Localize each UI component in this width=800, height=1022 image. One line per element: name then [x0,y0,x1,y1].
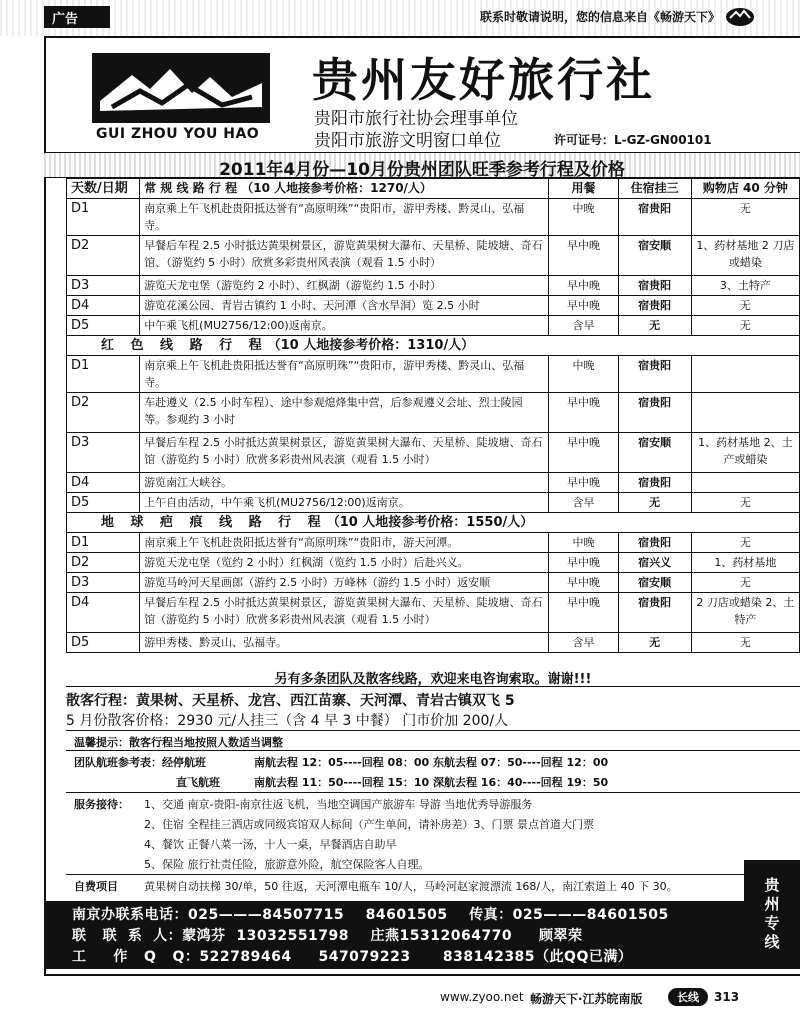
contact-qq: 工 作 Q Q：522789464 547079223 838142385（此QQ已满） [72,949,633,965]
cell-hotel: 宿安顺 [618,433,691,473]
cell-desc: 游览天龙屯堡（览约 2 小时）红枫湖（览约 1.5 小时）后赴兴义。 [140,553,549,573]
cell-desc: 早餐后车程 2.5 小时抵达黄果树景区，游览黄果树大瀑布、天星桥、陡坡塘、奇石馆（游览约 5 小时）欣赏多彩贵州风表演（观看 1.5 小时） [140,593,549,633]
flights-label: 团队航班参考表：经停航班 [74,756,206,769]
cell-meal: 早中晚 [549,296,618,316]
side-tab: 贵州专线 [744,860,800,969]
table-row [67,236,800,276]
cell-day: D1 [67,533,140,553]
warm-tip: 温馨提示：散客行程当地按照人数适当调整 [74,736,283,749]
cell-meal: 早中晚 [549,593,618,633]
table-row [67,493,800,513]
license-number: 许可证号：L-GZ-GN00101 [554,133,712,147]
table-row [67,296,800,316]
cell-day: D3 [67,276,140,296]
header-hotel: 住宿挂三 [618,179,691,199]
cell-day: D5 [67,633,140,653]
header-shop: 购物店 40 分钟 [691,179,799,199]
company-logo-icon [92,53,270,123]
cell-hotel: 宿贵阳 [618,533,691,553]
table-row [67,393,800,433]
promo-line-1: 另有多条团队及散客线路，欢迎来电咨询索取。谢谢!!! [274,672,592,687]
subtitle-1: 贵阳市旅行社协会理事单位 [314,109,518,129]
divider [66,730,800,731]
cell-shop: 无 [691,573,799,593]
cell-desc: 游览天龙屯堡（游览约 2 小时）、红枫湖（游览约 1.5 小时） [140,276,549,296]
cell-hotel: 宿贵阳 [618,593,691,633]
cell-desc: 南京乘上午飞机赴贵阳抵达誉有“高原明珠”“贵阳市，游甲秀楼、黔灵山、弘福寺。 [140,199,549,236]
cell-desc: 早餐后车程 2.5 小时抵达黄果树景区，游览黄果树大瀑布、天星桥、陡坡塘、奇石馆、（游览约 5 小时）欣赏多彩贵州风表演（观看 1.5 小时） [140,236,549,276]
cell-hotel: 宿贵阳 [618,199,691,236]
cell-meal: 早中晚 [549,473,618,493]
table-row [67,553,800,573]
divider [66,874,800,875]
cell-meal: 早中晚 [549,573,618,593]
cell-shop [691,356,799,393]
cell-hotel: 无 [618,633,691,653]
contact-phone: 南京办联系电话：025———84507715 84601505 传真：025———84601505 [72,907,669,923]
cell-hotel: 宿兴义 [618,553,691,573]
top-note: 联系时敬请说明，您的信息来自《畅游天下》 [479,10,720,24]
cell-shop: 无 [691,316,799,336]
logo-text: GUI ZHOU YOU HAO [96,126,260,142]
cell-shop: 2 刀店或蜡染 2、土特产 [691,593,799,633]
cell-hotel: 宿贵阳 [618,356,691,393]
table-row [67,356,800,393]
cell-meal: 早中晚 [549,553,618,573]
cell-hotel: 无 [618,316,691,336]
cell-shop [691,393,799,433]
service-item: 5、保险 旅行社责任险，旅游意外险，航空保险客人自理。 [144,858,430,871]
route-section-header [67,336,800,356]
cell-hotel: 宿贵阳 [618,393,691,433]
cell-shop: 1、药材基地 2、土产或蜡染 [691,433,799,473]
cell-day: D1 [67,356,140,393]
cell-day: D5 [67,493,140,513]
cell-shop: 1、药材基地 [691,553,799,573]
promo-line-2: 散客行程：黄果树、天星桥、龙宫、西江苗寨、天河潭、青岩古镇双飞 5 [66,693,515,709]
cell-day: D2 [67,553,140,573]
table-row [67,473,800,493]
route-section-header [67,513,800,533]
cell-meal: 早中晚 [549,393,618,433]
cell-meal: 含早 [549,633,618,653]
footer-brand: 畅游天下·江苏皖南版 [530,992,643,1006]
cell-meal: 含早 [549,493,618,513]
company-name: 贵州友好旅行社 [312,53,655,107]
cell-desc: 游览南江大峡谷。 [140,473,549,493]
cell-shop: 3、土特产 [691,276,799,296]
cell-shop: 1、药材基地 2 刀店或蜡染 [691,236,799,276]
cell-desc: 早餐后车程 2.5 小时抵达黄果树景区，游览黄果树大瀑布、天星桥、陡坡塘、奇石馆（游览约 5 小时）欣赏多彩贵州风表演（观看 1.5 小时） [140,433,549,473]
table-header [67,179,800,199]
divider [66,686,800,687]
table-row [67,633,800,653]
cell-hotel: 宿贵阳 [618,276,691,296]
cell-meal: 早中晚 [549,236,618,276]
cell-hotel: 宿安顺 [618,573,691,593]
header-route-price: （10 人地接参考价格：1270/人） [241,181,432,195]
flights-row-2: 南航去程 11：50----回程 15：10 深航去程 16：40----回程 19：50 [254,776,609,789]
cell-day: D4 [67,593,140,633]
divider [66,792,800,793]
table-row [67,276,800,296]
cell-meal: 早中晚 [549,433,618,473]
cell-meal: 中晚 [549,356,618,393]
route-price: （10 人地接参考价格：1550/人） [326,515,534,530]
contact-bar [44,901,744,969]
cell-shop: 无 [691,493,799,513]
cell-day: D1 [67,199,140,236]
header-meal: 用餐 [549,179,618,199]
cell-desc: 中午乘飞机(MU2756/12:00)返南京。 [140,316,549,336]
table-row [67,533,800,553]
cell-shop: 无 [691,296,799,316]
page-number: 313 [714,990,740,1004]
table-row [67,573,800,593]
table-row [67,593,800,633]
cell-meal: 中晚 [549,199,618,236]
service-item: 1、交通 南京-贵阳-南京往返飞机，当地空调国产旅游车 导游 当地优秀导游服务 [144,798,533,811]
divider [66,750,800,751]
cell-hotel: 宿贵阳 [618,473,691,493]
cell-shop: 无 [691,533,799,553]
flights-label-2: 直飞航班 [176,776,220,789]
route-price: （10 人地接参考价格：1310/人） [267,338,475,353]
footer-url[interactable]: www.zyoo.net [440,990,524,1004]
cell-day: D5 [67,316,140,336]
cell-desc: 南京乘上午飞机赴贵阳抵达誉有“高原明珠”“贵阳市，游天河潭。 [140,533,549,553]
cell-hotel: 宿贵阳 [618,296,691,316]
cell-desc: 游览马岭河天星画郎（游约 2.5 小时）万峰林（游约 1.5 小时）返安顺 [140,573,549,593]
cell-desc: 车赴遵义（2.5 小时车程）、途中参观熄烽集中营，后参观遵义会址、烈士陵园等。参观约 3 小时 [140,393,549,433]
magazine-logo-icon [724,4,756,30]
header-day: 天数/日期 [67,179,140,199]
subtitle-2: 贵阳市旅游文明窗口单位 [314,131,501,151]
cell-hotel: 宿安顺 [618,236,691,276]
header-route [140,179,549,199]
cell-desc: 上午自由活动，中午乘飞机(MU2756/12:00)返南京。 [140,493,549,513]
itinerary-table [66,178,800,653]
cell-day: D4 [67,473,140,493]
title-bar [44,152,800,178]
route-name: 地 球 疤 痕 线 路 行 程 [101,515,327,530]
service-item: 4、餐饮 正餐八菜一汤，十人一桌，早餐酒店自助早 [144,838,397,851]
footer-tag: 长线 [668,988,708,1006]
route-section-cell [67,336,800,356]
contact-person: 联 联 系 人：蒙鸿芬 13032551798 庄燕15312064770 顾翠荣 [72,928,583,944]
cell-day: D2 [67,393,140,433]
table-row [67,199,800,236]
self-paid-text: 黄果树自动扶梯 30/单，50 往返，天河潭电瓶车 10/人，马岭河赵家渡漂流 168/人，南江索道上 40 下 30。 [144,880,678,893]
route-section-cell [67,513,800,533]
cell-day: D3 [67,573,140,593]
cell-meal: 含早 [549,316,618,336]
cell-desc: 游甲秀楼、黔灵山、弘福寺。 [140,633,549,653]
services-label: 服务接待： [74,798,129,811]
cell-shop: 无 [691,633,799,653]
flights-row-1: 南航去程 12：05----回程 08：00 东航去程 07：50----回程 12：00 [254,756,609,769]
promo-line-3: 5 月份散客价格：2930 元/人挂三（含 4 早 3 中餐） 门市价加 200/人 [66,713,509,729]
cell-day: D4 [67,296,140,316]
cell-desc: 游览花溪公园、青岩古镇约 1 小时、天河潭（含水旱洞）览 2.5 小时 [140,296,549,316]
cell-shop [691,473,799,493]
cell-hotel: 无 [618,493,691,513]
table-row [67,433,800,473]
cell-shop: 无 [691,199,799,236]
cell-day: D3 [67,433,140,473]
page-title: 2011年4月份—10月份贵州团队旺季参考行程及价格 [219,160,625,180]
route-name: 红 色 线 路 行 程 [101,338,268,353]
cell-desc: 南京乘上午飞机赴贵阳抵达誉有“高原明珠”“贵阳市，游甲秀楼、黔灵山、弘福寺。 [140,356,549,393]
cell-day: D2 [67,236,140,276]
table-row [67,316,800,336]
header-route-name: 常 规 线 路 行 程 [144,181,238,195]
cell-meal: 早中晚 [549,276,618,296]
service-item: 2、住宿 全程挂三酒店或同级宾馆双人标间（产生单间，请补房差）3、门票 景点首道大门票 [144,818,594,831]
self-paid-label: 自费项目 [74,880,118,893]
ad-tag: 广告 [44,6,110,28]
cell-meal: 中晚 [549,533,618,553]
